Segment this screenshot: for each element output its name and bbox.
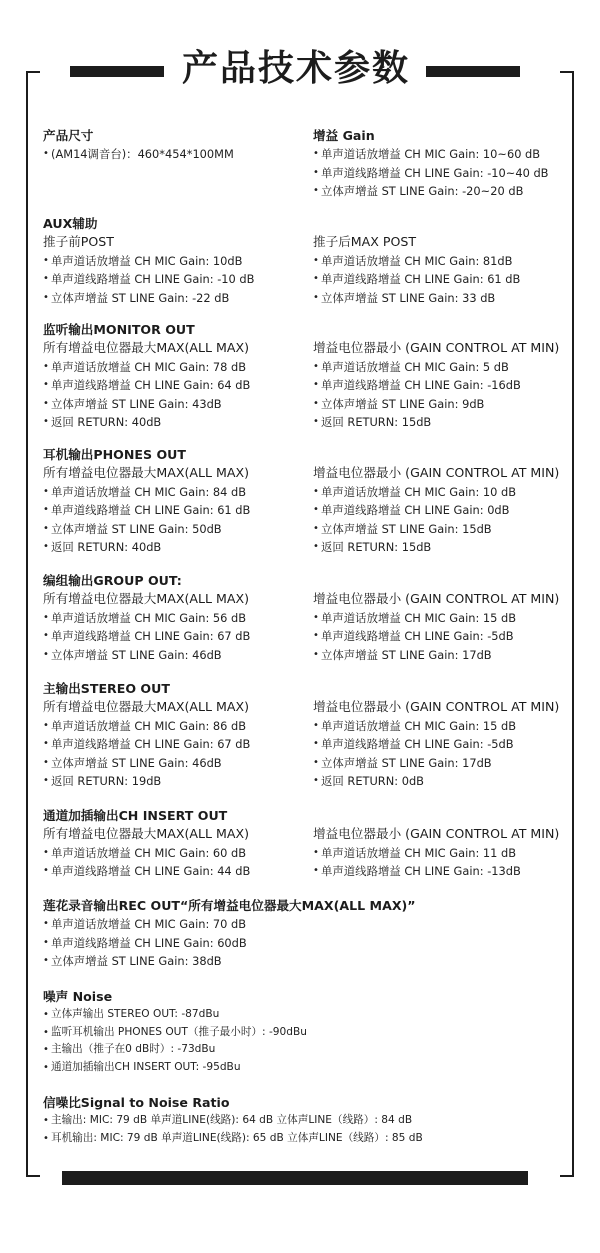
list-item: • 立体声增益 ST LINE Gain: 15dB <box>313 520 569 539</box>
subheading: 所有增益电位器最大MAX(ALL MAX) <box>43 340 250 355</box>
frame-left-border <box>26 71 28 1177</box>
stereo-section <box>43 680 305 791</box>
subheading: 增益电位器最小 (GAIN CONTROL AT MIN) <box>313 591 560 606</box>
subheading: 推子前POST <box>43 234 114 249</box>
list-item: • 立体声增益 ST LINE Gain: 46dB <box>43 646 305 665</box>
group-section <box>43 572 305 664</box>
list-item: • 返回 RETURN: 40dB <box>43 538 305 557</box>
list-item: • 单声道话放增益 CH MIC Gain: 84 dB <box>43 483 305 502</box>
subheading: 增益电位器最小 (GAIN CONTROL AT MIN) <box>313 465 560 480</box>
list-item: • 耳机输出: MIC: 79 dB 单声道LINE(线路): 65 dB 立体声LINE（线路）: 85 dB <box>43 1130 563 1148</box>
subheading: 所有增益电位器最大MAX(ALL MAX) <box>43 591 250 606</box>
list-item: • 立体声增益 ST LINE Gain: -20~20 dB <box>313 182 569 201</box>
list-item: • 单声道线路增益 CH LINE Gain: -13dB <box>313 862 569 881</box>
group-right-section <box>313 590 569 664</box>
list-item: • 返回 RETURN: 15dB <box>313 413 569 432</box>
list-item: • 主输出: MIC: 79 dB 单声道LINE(线路): 64 dB 立体声LINE（线路）: 84 dB <box>43 1112 563 1130</box>
section-heading: 耳机输出PHONES OUT <box>43 447 186 462</box>
list-item: • 单声道线路增益 CH LINE Gain: 67 dB <box>43 627 305 646</box>
list-item: • 返回 RETURN: 19dB <box>43 772 305 791</box>
list-item: • 单声道话放增益 CH MIC Gain: 86 dB <box>43 717 305 736</box>
noise-section <box>43 988 563 1076</box>
phones-section <box>43 446 305 557</box>
subheading: 增益电位器最小 (GAIN CONTROL AT MIN) <box>313 699 560 714</box>
list-item: • 立体声增益 ST LINE Gain: 17dB <box>313 646 569 665</box>
list-item: • 单声道话放增益 CH MIC Gain: 15 dB <box>313 609 569 628</box>
list-item: • 返回 RETURN: 0dB <box>313 772 569 791</box>
list-item: • 单声道话放增益 CH MIC Gain: 10 dB <box>313 483 569 502</box>
list-item: • 单声道线路增益 CH LINE Gain: 61 dB <box>43 501 305 520</box>
list-item: • 单声道话放增益 CH MIC Gain: 11 dB <box>313 844 569 863</box>
list-item: • (AM14调音台)：460*454*100MM <box>43 145 305 164</box>
section-heading: AUX辅助 <box>43 216 98 231</box>
subheading: 所有增益电位器最大MAX(ALL MAX) <box>43 699 250 714</box>
subheading: 增益电位器最小 (GAIN CONTROL AT MIN) <box>313 826 560 841</box>
list-item: • 通道加插输出CH INSERT OUT: -95dBu <box>43 1059 563 1077</box>
subheading: 所有增益电位器最大MAX(ALL MAX) <box>43 465 250 480</box>
stereo-right-section <box>313 698 569 791</box>
list-item: • 单声道线路增益 CH LINE Gain: 60dB <box>43 934 563 953</box>
list-item: • 立体声增益 ST LINE Gain: 50dB <box>43 520 305 539</box>
page-title: 产品技术参数 <box>181 48 410 89</box>
section-heading: 信噪比Signal to Noise Ratio <box>43 1095 230 1110</box>
aux-right-section <box>313 233 569 307</box>
insert-section <box>43 807 305 881</box>
list-item: • 返回 RETURN: 15dB <box>313 538 569 557</box>
list-item: • 监听耳机输出 PHONES OUT（推子最小时）: -90dBu <box>43 1024 563 1042</box>
list-item: • 立体声增益 ST LINE Gain: 33 dB <box>313 289 569 308</box>
subheading: 推子后MAX POST <box>313 234 417 249</box>
list-item: • 立体声输出 STEREO OUT: -87dBu <box>43 1006 563 1024</box>
size-section <box>43 127 305 164</box>
section-heading: 编组输出GROUP OUT: <box>43 573 182 588</box>
list-item: • 单声道话放增益 CH MIC Gain: 60 dB <box>43 844 305 863</box>
list-item: • 单声道话放增益 CH MIC Gain: 15 dB <box>313 717 569 736</box>
rec-section <box>43 897 563 971</box>
section-heading: 噪声 Noise <box>43 989 113 1004</box>
list-item: • 单声道线路增益 CH LINE Gain: 61 dB <box>313 270 569 289</box>
list-item: • 返回 RETURN: 40dB <box>43 413 305 432</box>
subheading: 增益电位器最小 (GAIN CONTROL AT MIN) <box>313 340 560 355</box>
list-item: • 单声道线路增益 CH LINE Gain: 64 dB <box>43 376 305 395</box>
list-item: • 单声道话放增益 CH MIC Gain: 56 dB <box>43 609 305 628</box>
list-item: • 单声道线路增益 CH LINE Gain: -10 dB <box>43 270 305 289</box>
list-item: • 立体声增益 ST LINE Gain: -22 dB <box>43 289 305 308</box>
insert-right-section <box>313 825 569 881</box>
section-heading: 增益 Gain <box>313 128 375 143</box>
frame-corner <box>560 1175 574 1177</box>
list-item: • 立体声增益 ST LINE Gain: 38dB <box>43 952 563 971</box>
subheading: 所有增益电位器最大MAX(ALL MAX) <box>43 826 250 841</box>
list-item: • 立体声增益 ST LINE Gain: 17dB <box>313 754 569 773</box>
list-item: • 单声道线路增益 CH LINE Gain: -16dB <box>313 376 569 395</box>
list-item: • 单声道话放增益 CH MIC Gain: 10~60 dB <box>313 145 569 164</box>
phones-right-section <box>313 464 569 557</box>
snr-section <box>43 1094 563 1147</box>
list-item: • 单声道线路增益 CH LINE Gain: -5dB <box>313 735 569 754</box>
list-item: • 单声道话放增益 CH MIC Gain: 10dB <box>43 252 305 271</box>
list-item: • 单声道线路增益 CH LINE Gain: 67 dB <box>43 735 305 754</box>
monitor-section <box>43 321 305 432</box>
list-item: • 立体声增益 ST LINE Gain: 46dB <box>43 754 305 773</box>
section-heading: 产品尺寸 <box>43 128 94 143</box>
list-item: • 立体声增益 ST LINE Gain: 9dB <box>313 395 569 414</box>
section-heading: 莲花录音输出REC OUT“所有增益电位器最大MAX(ALL MAX)” <box>43 898 416 913</box>
frame-right-border <box>572 71 574 1177</box>
section-heading: 通道加插输出CH INSERT OUT <box>43 808 228 823</box>
frame-corner <box>26 1175 40 1177</box>
list-item: • 单声道话放增益 CH MIC Gain: 78 dB <box>43 358 305 377</box>
list-item: • 单声道话放增益 CH MIC Gain: 70 dB <box>43 915 563 934</box>
list-item: • 单声道线路增益 CH LINE Gain: -10~40 dB <box>313 164 569 183</box>
section-heading: 监听输出MONITOR OUT <box>43 322 195 337</box>
monitor-right-section <box>313 339 569 432</box>
list-item: • 单声道线路增益 CH LINE Gain: -5dB <box>313 627 569 646</box>
gain-section <box>313 127 569 201</box>
list-item: • 单声道线路增益 CH LINE Gain: 44 dB <box>43 862 305 881</box>
list-item: • 主输出（推子在0 dB时）: -73dBu <box>43 1041 563 1059</box>
aux-section <box>43 215 305 307</box>
list-item: • 单声道话放增益 CH MIC Gain: 5 dB <box>313 358 569 377</box>
list-item: • 单声道话放增益 CH MIC Gain: 81dB <box>313 252 569 271</box>
list-item: • 立体声增益 ST LINE Gain: 43dB <box>43 395 305 414</box>
bottom-bar <box>62 1171 528 1185</box>
section-heading: 主输出STEREO OUT <box>43 681 170 696</box>
list-item: • 单声道线路增益 CH LINE Gain: 0dB <box>313 501 569 520</box>
